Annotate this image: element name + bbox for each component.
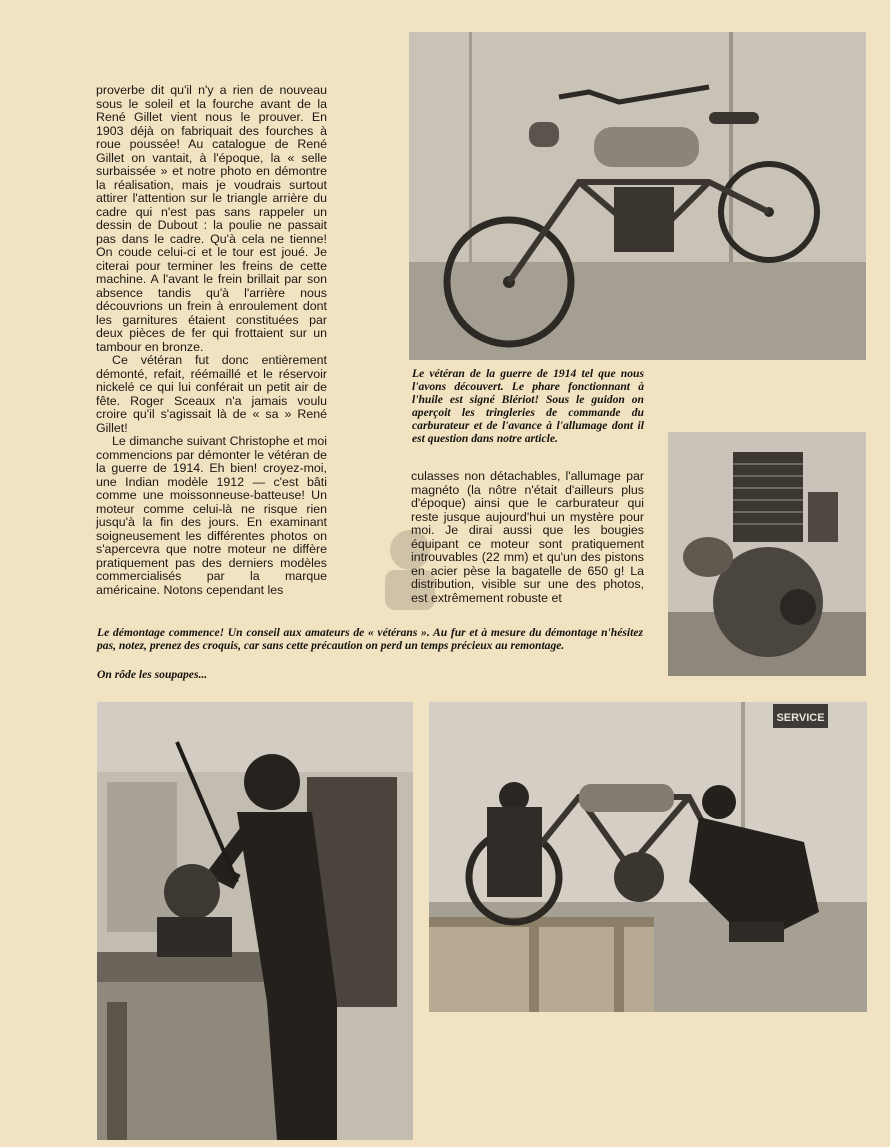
article-paragraph: proverbe dit qu'il n'y a rien de nouveau sous le soleil et la fourche avant de la René Gillet vient nous le prouver. En 1903 déjà on fabriquait des fourches à roue poussée! Au catalogue de René Gillet on vantait, à l'époque, la « selle surbaissée » et notre photo en démontre la réalisation, mais je voudrais surtout attirer l'attention sur le triangle arrière du cadre qui n'est pas sans rappeler un dessin de Dubout : la poulie ne passait pas dans le cadre. Qu'à cela ne tienne! On coude celui-ci et le tour est joué. Je citerai pour terminer les freins de cette machine. A l'avant le frein brillait par son absence tandis qu'à l'arrière nous découvrions un frein à enroulement dont les garnitures étaient constituées par deux pièces de fer qui frottaient sur un tambour en bronze. <box>96 83 327 354</box>
caption-demontage: Le démontage commence! Un conseil aux amateurs de « vétérans ». Au fur et à mesure du démontage n'hésitez pas, notez, prenez des croquis, car sans cette précaution on perd un temps précieux au remontage. <box>97 626 643 652</box>
caption-soupapes: On rôde les soupapes... <box>97 668 208 681</box>
photo-veteran-motorcycle <box>409 32 866 360</box>
article-column-left <box>96 84 327 597</box>
article-column-right <box>411 470 644 605</box>
photo-workbench <box>97 702 413 1140</box>
service-sign: SERVICE <box>776 712 825 724</box>
faint-portrait-stamp <box>375 520 445 610</box>
photo-engine <box>668 432 866 676</box>
article-paragraph: Ce vétéran fut donc entièrement démonté, refait, réémaillé et le réservoir nickelé ce qui lui conférait un petit air de fête. Roger Sceaux n'a jamais voulu croire qu'il s'agissait là de « sa » René Gillet! <box>96 353 327 435</box>
caption-veteran: Le vétéran de la guerre de 1914 tel que nous l'avons découvert. Le phare fonctionnant à l'huile est signé Blériot! Sous le guidon on aperçoit les tringleries de commande du carburateur et de l'avance à l'allumage dont il est question dans notre article. <box>412 367 644 445</box>
workbench-illustration <box>97 702 413 1140</box>
article-paragraph: culasses non détachables, l'allumage par magnéto (la nôtre n'était d'ailleurs plus d'époque) ainsi que le carburateur qui reste jusque aujourd'hui un mystère pour moi. Je dirai aussi que les bougies équipant ce moteur sont pratiquement introuvables (22 mm) et qu'un des pistons en acier pèse la bagatelle de 650 g! La distribution, visible sur une des photos, est extrêmement robuste et <box>411 469 644 605</box>
mechanics-illustration <box>429 702 867 1012</box>
motorcycle-illustration <box>409 32 866 360</box>
engine-illustration <box>668 432 866 676</box>
article-paragraph: Le dimanche suivant Christophe et moi commencions par démonter le vétéran de la guerre de 1914. Eh bien! croyez-moi, une Indian modèle 1912 — c'est bâti comme une moissonneuse-batteuse! Un moteur comme celui-là ne risque rien jusqu'à la fin des jours. En examinant soigneusement les différentes photos on s'apercevra que notre moteur ne diffère pratiquement pas des derniers modèles commercialisés par la marque américaine. Notons cependant les <box>96 434 327 597</box>
photo-mechanics-motorcycle <box>429 702 867 1012</box>
